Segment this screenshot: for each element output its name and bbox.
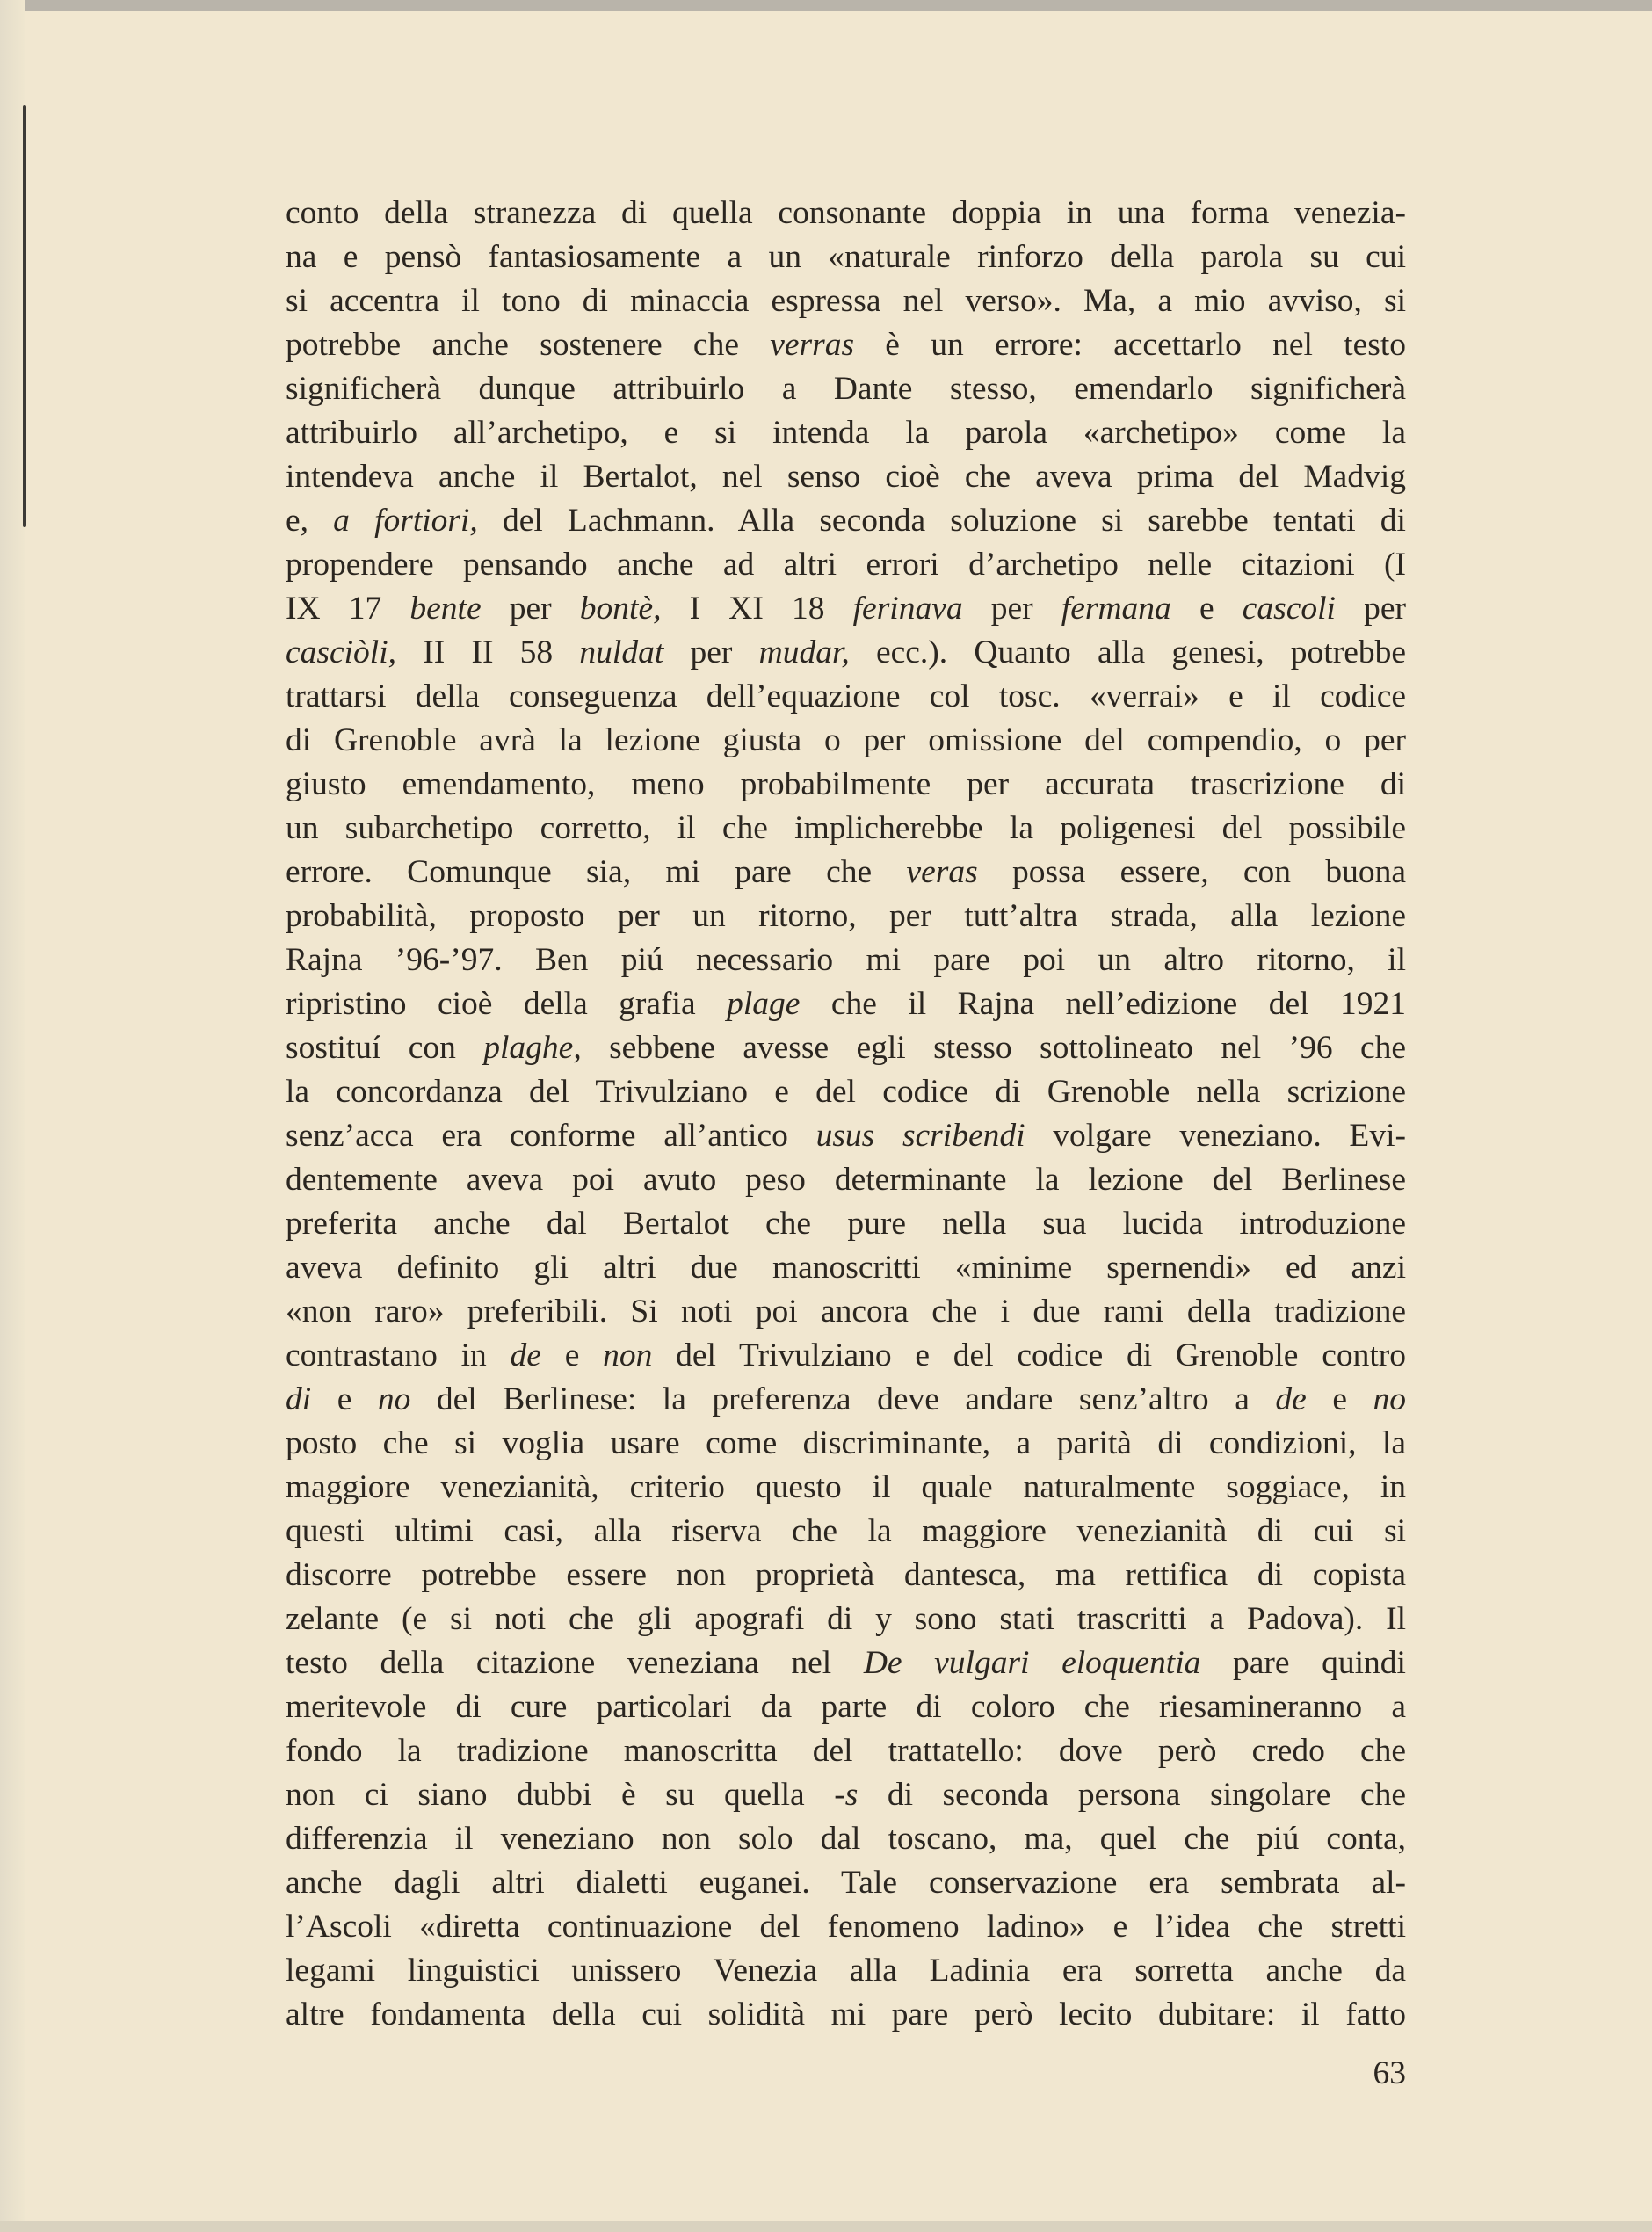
text-segment: propendere pensando anche ad altri errori d’archetipo nelle citazioni (I	[286, 547, 1406, 583]
italic-text: usus scribendi	[815, 1118, 1025, 1154]
text-segment: na e pensò fantasiosamente a un «naturale rinforzo della parola su cui	[286, 239, 1406, 275]
text-line	[286, 587, 1406, 631]
text-segment: sostituí con	[286, 1030, 484, 1066]
text-line	[286, 1993, 1406, 2037]
text-segment: del Lachmann. Alla seconda soluzione si sarebbe tentati di	[477, 503, 1406, 539]
text-segment: non ci siano dubbi è su quella	[286, 1777, 835, 1813]
text-segment: del Berlinese: la preferenza deve andare senz’altro a	[410, 1381, 1276, 1417]
text-line	[286, 236, 1406, 279]
text-line	[286, 1861, 1406, 1905]
text-line	[286, 1949, 1406, 1993]
text-segment: ecc.). Quanto alla genesi, potrebbe	[849, 634, 1406, 670]
text-segment: un subarchetipo corretto, il che implicherebbe la poligenesi del possibile	[286, 810, 1406, 846]
text-segment: di seconda persona singolare che	[858, 1777, 1406, 1813]
text-segment: I XI 18	[661, 591, 853, 627]
text-segment: zelante (e si noti che gli apografi di y sono stati trascritti a Padova). Il	[286, 1601, 1406, 1637]
text-segment: aveva definito gli altri due manoscritti «minime spernendi» ed anzi	[286, 1250, 1406, 1286]
text-line	[286, 895, 1406, 938]
text-segment: II II 58	[396, 634, 580, 670]
italic-text: plaghe,	[483, 1030, 582, 1066]
text-line	[286, 1685, 1406, 1729]
text-segment: preferita anche dal Bertalot che pure nella sua lucida introduzione	[286, 1206, 1406, 1242]
text-line	[286, 192, 1406, 236]
text-segment: probabilità, proposto per un ritorno, per tutt’altra strada, alla lezione	[286, 898, 1406, 934]
text-line	[286, 1114, 1406, 1158]
italic-text: non	[603, 1337, 653, 1373]
text-line	[286, 1378, 1406, 1422]
text-segment: possa essere, con buona	[977, 854, 1406, 890]
text-segment: errore. Comunque sia, mi pare che	[286, 854, 907, 890]
text-segment: senz’acca era conforme all’antico	[286, 1118, 816, 1154]
text-segment: per	[481, 591, 580, 627]
text-line	[286, 719, 1406, 763]
text-segment: per	[962, 591, 1061, 627]
text-line	[286, 1202, 1406, 1246]
text-segment: significherà dunque attribuirlo a Dante stesso, emendarlo significherà	[286, 371, 1406, 407]
text-line	[286, 1773, 1406, 1817]
text-line	[286, 763, 1406, 807]
italic-text: fermana	[1061, 591, 1171, 627]
text-segment: e	[311, 1381, 378, 1417]
text-line	[286, 982, 1406, 1026]
text-segment: discorre potrebbe essere non proprietà dantesca, ma rettifica di copista	[286, 1557, 1406, 1593]
italic-text: no	[1373, 1381, 1406, 1417]
italic-text: de	[1275, 1381, 1307, 1417]
italic-text: a fortiori,	[333, 503, 478, 539]
text-segment: e	[1306, 1381, 1373, 1417]
page-number: 63	[1373, 2055, 1406, 2091]
text-line	[286, 1070, 1406, 1114]
text-line	[286, 1641, 1406, 1685]
text-line	[286, 323, 1406, 367]
text-segment: fondo la tradizione manoscritta del trattatello: dove però credo che	[286, 1733, 1406, 1769]
italic-text: bontè,	[579, 591, 662, 627]
text-line	[286, 1026, 1406, 1070]
text-segment: conto della stranezza di quella consonante doppia in una forma venezia-	[286, 195, 1406, 231]
text-segment: maggiore venezianità, criterio questo il quale naturalmente soggiace, in	[286, 1469, 1406, 1505]
italic-text: de	[510, 1337, 541, 1373]
italic-text: mudar,	[758, 634, 850, 670]
text-line	[286, 1598, 1406, 1641]
text-segment: dentemente aveva poi avuto peso determinante la lezione del Berlinese	[286, 1162, 1406, 1198]
text-segment: volgare veneziano. Evi-	[1025, 1118, 1406, 1154]
text-line	[286, 499, 1406, 543]
text-line	[286, 1334, 1406, 1378]
text-line	[286, 1905, 1406, 1949]
text-segment: che il Rajna nell’edizione del 1921	[800, 986, 1406, 1022]
text-segment: Rajna ’96-’97. Ben piú necessario mi pare poi un altro ritorno, il	[286, 942, 1406, 978]
binding-shadow-line	[23, 105, 26, 527]
text-line	[286, 411, 1406, 455]
text-segment: l’Ascoli «diretta continuazione del fenomeno ladino» e l’idea che stretti	[286, 1909, 1406, 1945]
text-segment: meritevole di cure particolari da parte di coloro che riesamineranno a	[286, 1689, 1406, 1725]
italic-text: De vulgari eloquentia	[863, 1645, 1201, 1681]
text-segment: è un errore: accettarlo nel testo	[854, 327, 1406, 363]
italic-text: casciòli,	[286, 634, 397, 670]
text-segment: posto che si voglia usare come discriminante, a parità di condizioni, la	[286, 1425, 1406, 1461]
text-segment: per	[663, 634, 759, 670]
text-segment: la concordanza del Trivulziano e del codice di Grenoble nella scrizione	[286, 1074, 1406, 1110]
italic-text: di	[286, 1381, 312, 1417]
text-segment: e	[1170, 591, 1243, 627]
italic-text: nuldat	[579, 634, 664, 670]
italic-text: bente	[409, 591, 482, 627]
text-line	[286, 279, 1406, 323]
text-line	[286, 631, 1406, 675]
italic-text: ferinava	[852, 591, 963, 627]
text-segment: anche dagli altri dialetti euganei. Tale conservazione era sembrata al-	[286, 1865, 1406, 1901]
text-segment: ripristino cioè della grafia	[286, 986, 728, 1022]
text-segment: differenzia il veneziano non solo dal toscano, ma, quel che piú conta,	[286, 1821, 1406, 1857]
text-segment: questi ultimi casi, alla riserva che la maggiore venezianità di cui si	[286, 1513, 1406, 1549]
italic-text: cascoli	[1242, 591, 1336, 627]
text-line	[286, 455, 1406, 499]
text-line	[286, 1466, 1406, 1510]
text-line	[286, 807, 1406, 851]
text-segment: pare quindi	[1200, 1645, 1406, 1681]
text-segment: «non raro» preferibili. Si noti poi ancora che i due rami della tradizione	[286, 1294, 1406, 1330]
text-segment: contrastano in	[286, 1337, 511, 1373]
text-line	[286, 675, 1406, 719]
text-segment: del Trivulziano e del codice di Grenoble contro	[652, 1337, 1406, 1373]
italic-text: -s	[834, 1777, 859, 1813]
italic-text: no	[377, 1381, 411, 1417]
text-line	[286, 851, 1406, 895]
text-segment: intendeva anche il Bertalot, nel senso cioè che aveva prima del Madvig	[286, 459, 1406, 495]
text-segment: IX 17	[286, 591, 410, 627]
text-segment: si accentra il tono di minaccia espressa nel verso». Ma, a mio avviso, si	[286, 283, 1406, 319]
text-line	[286, 938, 1406, 982]
text-line	[286, 1510, 1406, 1554]
scan-top-edge	[0, 0, 1652, 11]
text-segment: giusto emendamento, meno probabilmente per accurata trascrizione di	[286, 766, 1406, 802]
text-line	[286, 1422, 1406, 1466]
text-line	[286, 1817, 1406, 1861]
text-segment: e,	[286, 503, 334, 539]
text-segment: per	[1335, 591, 1406, 627]
page-gutter-edge	[0, 0, 25, 2232]
text-segment: trattarsi della conseguenza dell’equazione col tosc. «verrai» e il codice	[286, 678, 1406, 714]
body-text	[286, 192, 1406, 2037]
text-line	[286, 1554, 1406, 1598]
italic-text: veras	[906, 854, 978, 890]
text-line	[286, 1246, 1406, 1290]
text-segment: sebbene avesse egli stesso sottolineato nel ’96 che	[581, 1030, 1406, 1066]
text-line	[286, 1290, 1406, 1334]
text-segment: altre fondamenta della cui solidità mi pare però lecito dubitare: il fatto	[286, 1996, 1406, 2033]
italic-text: verras	[770, 327, 855, 363]
text-line	[286, 543, 1406, 587]
text-line	[286, 1158, 1406, 1202]
text-segment: legami linguistici unissero Venezia alla Ladinia era sorretta anche da	[286, 1953, 1406, 1989]
text-segment: e	[540, 1337, 604, 1373]
text-segment: testo della citazione veneziana nel	[286, 1645, 864, 1681]
text-line	[286, 367, 1406, 411]
italic-text: plage	[727, 986, 801, 1022]
text-segment: potrebbe anche sostenere che	[286, 327, 771, 363]
text-line	[286, 1729, 1406, 1773]
text-segment: di Grenoble avrà la lezione giusta o per omissione del compendio, o per	[286, 722, 1406, 758]
text-segment: attribuirlo all’archetipo, e si intenda la parola «archetipo» come la	[286, 415, 1406, 451]
scan-bottom-edge	[0, 2221, 1652, 2232]
